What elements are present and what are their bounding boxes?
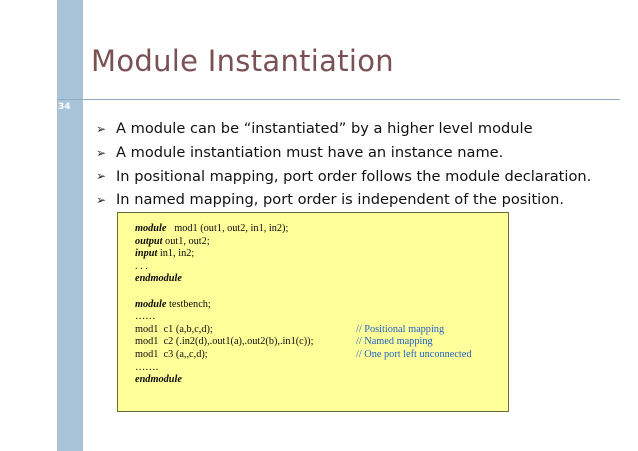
code-text: …… (135, 311, 156, 323)
code-line (135, 362, 508, 375)
bullet-item (96, 141, 591, 165)
code-keyword: module (135, 223, 167, 234)
code-line (135, 261, 508, 274)
bullet-item (96, 188, 591, 212)
code-line (135, 349, 508, 362)
code-keyword: endmodule (135, 374, 182, 386)
code-text: in1, in2; (157, 248, 195, 260)
code-line (135, 236, 508, 249)
bullet-text: In positional mapping, port order follows the module declaration. (116, 167, 592, 185)
code-keyword: endmodule (135, 273, 182, 285)
arrow-bullet-icon: ➢ (96, 145, 107, 160)
code-text: . . . (135, 260, 148, 272)
code-comment: // Positional mapping (356, 323, 445, 335)
code-keyword: output (135, 235, 163, 247)
code-text: mod1 c1 (a,b,c,d); (135, 323, 213, 335)
bullet-text: A module can be “instantiated” by a higher level module (116, 120, 533, 138)
code-line (135, 273, 508, 286)
code-text: mod1 c2 (.in2(d),.out1(a),.out2(b),.in1(c)); (135, 336, 314, 348)
code-comment: // Named mapping (356, 336, 433, 348)
code-keyword: module (135, 298, 167, 310)
code-text: mod1 c3 (a,,c,d); (135, 348, 208, 360)
bullet-text: In named mapping, port order is independent of the position. (116, 191, 565, 209)
code-keyword: input (135, 248, 158, 260)
code-text: testbench; (166, 298, 211, 310)
code-line (135, 336, 508, 349)
bullet-item (96, 164, 591, 188)
arrow-bullet-icon: ➢ (96, 169, 107, 184)
code-text: out1, out2; (162, 235, 210, 247)
slide-title: Module Instantiation (91, 44, 394, 78)
code-line (135, 311, 508, 324)
code-example-box (117, 212, 509, 412)
code-text: ……. (135, 361, 159, 373)
code-blank-line (135, 286, 508, 299)
slide-sidebar (57, 0, 83, 451)
code-line (135, 374, 508, 387)
bullet-text: A module instantiation must have an instance name. (116, 144, 504, 162)
slide-number: 34 (58, 102, 71, 112)
bullet-list (96, 117, 591, 212)
code-line (135, 223, 508, 236)
bullet-item (96, 117, 591, 141)
code-line (135, 324, 508, 337)
arrow-bullet-icon: ➢ (96, 192, 107, 207)
code-text: mod1 (out1, out2, in1, in2); (166, 223, 289, 234)
arrow-bullet-icon: ➢ (96, 121, 107, 136)
code-line (135, 248, 508, 261)
code-comment: // One port left unconnected (356, 348, 472, 360)
title-divider (57, 99, 620, 100)
code-line (135, 299, 508, 312)
